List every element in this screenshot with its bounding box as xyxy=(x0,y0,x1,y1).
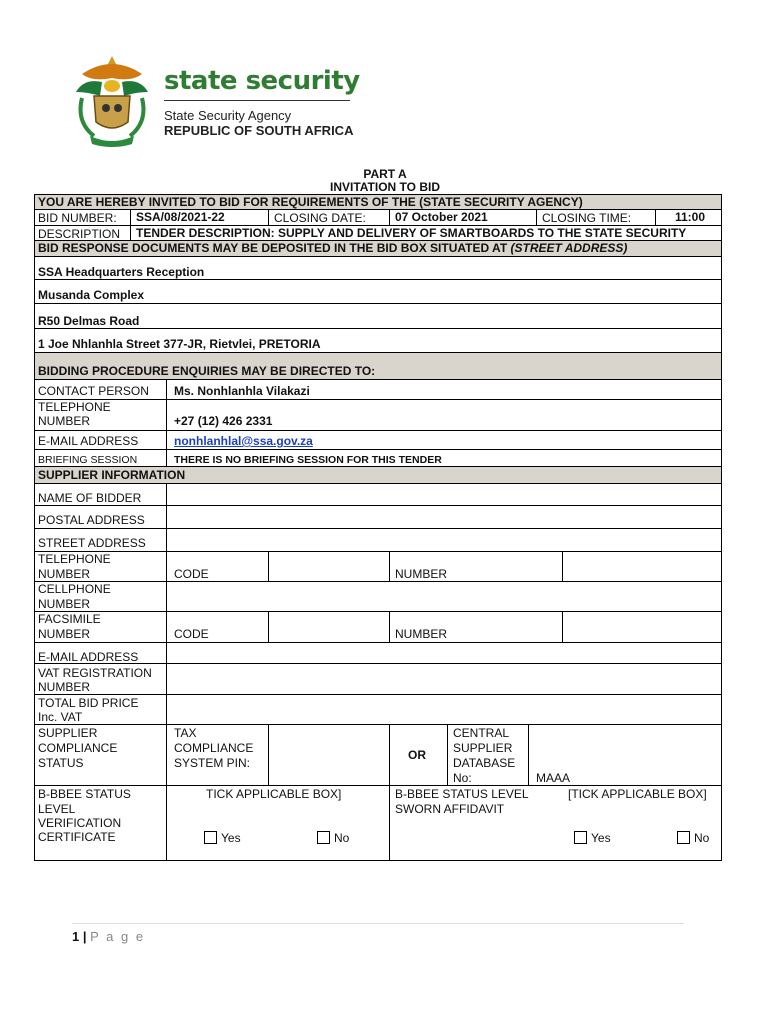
invite-text: YOU ARE HEREBY INVITED TO BID FOR REQUIREMENTS OF THE (STATE SECURITY AGENCY) xyxy=(38,195,583,209)
enq-email-link[interactable]: nonhlanhlal@ssa.gov.za xyxy=(174,434,313,448)
vat-label-2: NUMBER xyxy=(38,680,91,694)
coat-of-arms-logo xyxy=(72,52,152,150)
fax-code-label: CODE xyxy=(174,627,209,641)
footer-divider xyxy=(72,923,684,924)
sworn-label-2: SWORN AFFIDAVIT xyxy=(395,802,505,816)
bid-number-value: SSA/08/2021-22 xyxy=(136,210,225,224)
address-line-3: R50 Delmas Road xyxy=(38,314,140,328)
supplier-heading: SUPPLIER INFORMATION xyxy=(38,468,186,482)
enq-tel-label-2: NUMBER xyxy=(38,414,91,428)
tick-right-label: [TICK APPLICABLE BOX] xyxy=(568,787,707,801)
csd-label-4: No: xyxy=(453,771,472,785)
address-line-4: 1 Joe Nhlanhla Street 377-JR, Rietvlei, PRETORIA xyxy=(38,337,321,351)
page-footer: 1 | P a g e xyxy=(72,929,146,944)
enq-tel-value: +27 (12) 426 2331 xyxy=(174,414,273,428)
vat-label-1: VAT REGISTRATION xyxy=(38,666,152,680)
compliance-label-2: COMPLIANCE xyxy=(38,741,118,755)
contact-label: CONTACT PERSON xyxy=(38,384,149,398)
sup-email-label: E-MAIL ADDRESS xyxy=(38,650,139,664)
bbbee-label-4: CERTIFICATE xyxy=(38,830,116,844)
tender-description: TENDER DESCRIPTION: SUPPLY AND DELIVERY OF SMARTBOARDS TO THE STATE SECURITY xyxy=(136,226,687,240)
postal-address-label: POSTAL ADDRESS xyxy=(38,513,145,527)
closing-date-label: CLOSING DATE: xyxy=(274,211,366,225)
cert-no-label: No xyxy=(334,831,350,845)
tax-label-1: TAX xyxy=(174,726,197,740)
fax-label-2: NUMBER xyxy=(38,627,91,641)
description-label: DESCRIPTION xyxy=(38,227,121,241)
closing-time-value: 11:00 xyxy=(675,210,706,224)
cellphone-label-1: CELLPHONE xyxy=(38,582,111,596)
price-label-2: Inc. VAT xyxy=(38,710,83,724)
compliance-label-3: STATUS xyxy=(38,756,84,770)
name-of-bidder-label: NAME OF BIDDER xyxy=(38,491,142,505)
enquiries-heading: BIDDING PROCEDURE ENQUIRIES MAY BE DIRECTED TO: xyxy=(38,364,376,378)
enq-email-label: E-MAIL ADDRESS xyxy=(38,434,139,448)
address-line-2: Musanda Complex xyxy=(38,288,145,302)
cert-yes-label: Yes xyxy=(221,831,241,845)
compliance-label-1: SUPPLIER xyxy=(38,726,98,740)
csd-label-1: CENTRAL xyxy=(453,726,510,740)
deposit-street-address: (STREET ADDRESS) xyxy=(510,241,628,255)
country-name: REPUBLIC OF SOUTH AFRICA xyxy=(164,123,354,138)
tel-number-label: NUMBER xyxy=(395,567,448,581)
sworn-label-1: B-BBEE STATUS LEVEL xyxy=(395,787,529,801)
csd-prefix: MAAA xyxy=(536,771,571,785)
fax-label-1: FACSIMILE xyxy=(38,612,101,626)
contact-value: Ms. Nonhlanhla Vilakazi xyxy=(174,384,310,398)
or-label: OR xyxy=(408,748,426,762)
closing-date-value: 07 October 2021 xyxy=(395,210,488,224)
briefing-label: BRIEFING SESSION xyxy=(38,454,138,466)
agency-name: State Security Agency xyxy=(164,108,292,123)
page-word: P a g e xyxy=(90,929,146,944)
invitation-title: INVITATION TO BID xyxy=(330,180,440,194)
sup-tel-label-1: TELEPHONE xyxy=(38,552,111,566)
affidavit-yes-checkbox[interactable] xyxy=(574,831,587,844)
deposit-main: BID RESPONSE DOCUMENTS MAY BE DEPOSITED IN THE BID BOX SITUATED AT xyxy=(38,241,511,255)
affidavit-yes-label: Yes xyxy=(591,831,611,845)
closing-time-label: CLOSING TIME: xyxy=(542,211,632,225)
page-number: 1 xyxy=(72,929,80,944)
affidavit-no-label: No xyxy=(694,831,710,845)
brand-divider xyxy=(164,100,350,101)
fax-number-label: NUMBER xyxy=(395,627,448,641)
tax-label-3: SYSTEM PIN: xyxy=(174,756,251,770)
affidavit-no-checkbox[interactable] xyxy=(677,831,690,844)
bbbee-label-1: B-BBEE STATUS xyxy=(38,787,131,801)
cert-yes-option[interactable] xyxy=(204,831,241,845)
address-line-1: SSA Headquarters Reception xyxy=(38,265,205,279)
briefing-value: THERE IS NO BRIEFING SESSION FOR THIS TENDER xyxy=(174,454,442,466)
affidavit-yes-option[interactable] xyxy=(574,831,611,845)
cellphone-label-2: NUMBER xyxy=(38,597,91,611)
bbbee-label-3: VERIFICATION xyxy=(38,816,122,830)
enq-tel-label-1: TELEPHONE xyxy=(38,400,111,414)
tax-label-2: COMPLIANCE xyxy=(174,741,254,755)
csd-label-3: DATABASE xyxy=(453,756,516,770)
tick-left-label: TICK APPLICABLE BOX] xyxy=(206,787,342,801)
affidavit-no-option[interactable] xyxy=(677,831,709,845)
tel-code-label: CODE xyxy=(174,567,209,581)
csd-label-2: SUPPLIER xyxy=(453,741,513,755)
bid-number-label: BID NUMBER: xyxy=(38,211,117,225)
cert-yes-checkbox[interactable] xyxy=(204,831,217,844)
cert-no-checkbox[interactable] xyxy=(317,831,330,844)
bbbee-label-2: LEVEL xyxy=(38,802,76,816)
cert-no-option[interactable] xyxy=(317,831,349,845)
sup-tel-label-2: NUMBER xyxy=(38,567,91,581)
price-label-1: TOTAL BID PRICE xyxy=(38,696,139,710)
part-title: PART A xyxy=(363,167,407,181)
brand-name: state security xyxy=(164,66,360,96)
street-address-label: STREET ADDRESS xyxy=(38,536,146,550)
deposit-text xyxy=(38,241,627,255)
